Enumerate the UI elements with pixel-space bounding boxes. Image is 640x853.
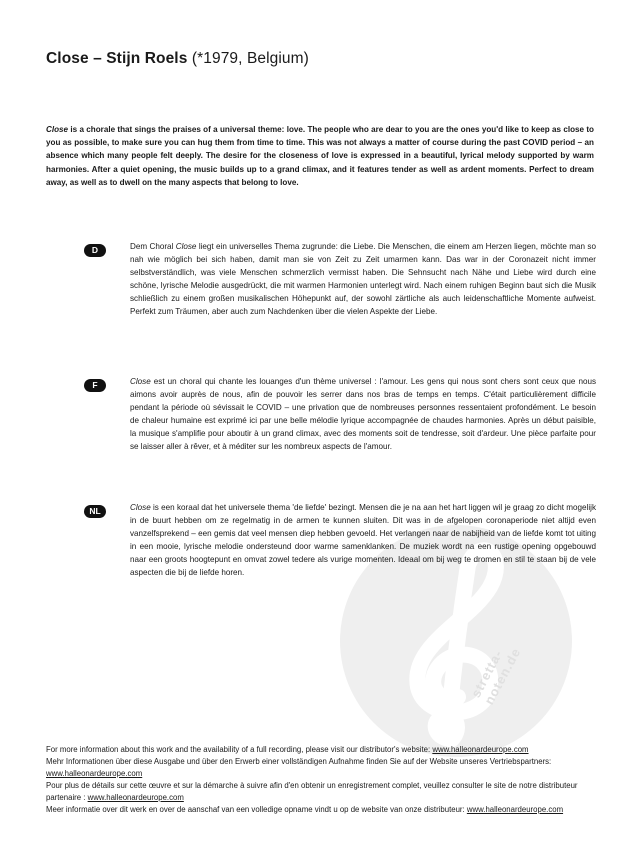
section-body: liegt ein universelles Thema zugrunde: die Liebe. Die Menschen, die einem am Herzen liegen, möchte man so nah wie möglich bei sich haben, damit man sie von Zeit zu Zeit umarmen kann. Das war in der Coronazeit nicht immer selbstverständlich, was viele Menschen schmerzlich vermisst haben. Die Sehnsucht nach Nähe und Liebe wird durch eine schöne, lyrische Melodie ausgedrückt, die mit warmen Harmonien unterlegt wird. Nach einem ruhigen Beginn baut sich die Musik schließlich zu einem großen musikalischen Höhepunkt auf, der sowohl zärtliche als auch leidenschaftliche Momente aufweist. Perfekt zum Träumen, aber auch zum Nachdenken über die vielen Aspekte der Liebe.: [130, 242, 596, 317]
distributor-link[interactable]: www.halleonardeurope.com: [466, 804, 564, 814]
footer-text: For more information about this work and the availability of a full recording, please visit our distributor's website:: [46, 745, 433, 754]
footer-info: [46, 744, 598, 815]
distributor-link[interactable]: www.halleonardeurope.com: [87, 792, 184, 802]
section-text: [130, 240, 596, 319]
section-text: [130, 501, 596, 580]
intro-text: is a chorale that sings the praises of a universal theme: love. The people who are dear to you are the ones you'd like to keep as close to you as possible, to make sure you can hug them from time to time. This was not always a matter of course during the past COVID period – an absence which many people felt deeply. The desire for the closeness of love is expressed in a beautiful, lyrical melody supported by warm harmonies. After a quiet opening, the music builds up to a grand climax, and it features tender as well as ardent moments. Perfect to dream away, as well as to dwell on the many aspects that belong to love.: [46, 125, 594, 187]
title-sub: (*1979, Belgium): [191, 50, 309, 67]
intro-paragraph: [46, 123, 594, 189]
distributor-link[interactable]: www.halleonardeurope.com: [46, 768, 143, 778]
language-badge: F: [84, 379, 106, 392]
section-text: [130, 375, 596, 454]
footer-text: Mehr Informationen über diese Ausgabe und über den Erwerb einer vollständigen Aufnahme finden Sie auf der Website unseres Vertriebspartners:: [46, 756, 552, 766]
footer-line-nl: [46, 804, 598, 816]
footer-line-de: [46, 756, 598, 780]
footer-text: Pour plus de détails sur cette œuvre et sur la démarche à suivre afin d'en obtenir un enregistrement complet, veuillez consulter le site de notre distributeur partenaire :: [46, 780, 578, 802]
section-body: est un choral qui chante les louanges d'un thème universel : l'amour. Les gens qui nous sont chers sont ceux que nous aimons avoir auprès de nous, afin de pouvoir les serrer dans nos bras de temps en temps. C'était particulièrement difficile pendant la période où sévissait le COVID – une privation que de nombreuses personnes ressentaient profondément. Le besoin de chaleur humaine est exprimé ici par une belle mélodie lyrique accompagnée de chaudes harmonies. Après un début paisible, la musique s'amplifie pour aboutir à un grand climax, avec des moments soit de tendresse, soit d'ardeur. Une pièce parfaite pour se laisser aller à rêver, et à méditer sur les nombreux aspects de l'amour.: [130, 377, 596, 452]
section-work-title: Close: [130, 503, 151, 512]
title-main: Close – Stijn Roels: [46, 50, 188, 67]
section-lead: Dem Choral: [130, 242, 176, 251]
language-badge: D: [84, 244, 106, 257]
intro-work-title: Close: [46, 125, 69, 134]
section-work-title: Close: [130, 377, 151, 386]
page-title: [46, 50, 309, 68]
language-badge: NL: [84, 505, 106, 518]
distributor-link[interactable]: www.halleonardeurope.com: [432, 745, 529, 754]
section-body: is een koraal dat het universele thema 'de liefde' bezingt. Mensen die je na aan het hart liggen wil je graag zo dicht mogelijk in de buurt hebben om ze regelmatig in de armen te kunnen sluiten. Dit was in de afgelopen coronaperiode niet altijd even vanzelfsprekend – een gemis dat veel mensen diep hebben gevoeld. Het verlangen naar de nabijheid van de liefde komt tot uiting in een mooie, lyrische melodie ondersteund door warme samenklanken. De muziek wordt na een rustige opening opgebouwd naar een groots hoogtepunt en omvat zowel tedere als vurige momenten. Ideaal om bij weg te dromen en stil te staan bij de vele aspecten die bij de liefde horen.: [130, 503, 596, 578]
footer-text: Meer informatie over dit werk en over de aanschaf van een volledige opname vindt u op de website van onze distributeur:: [46, 804, 467, 814]
footer-line-fr: [46, 780, 598, 804]
footer-line-en: [46, 744, 598, 756]
watermark-text: stretta-noten.de: [468, 645, 524, 708]
section-work-title: Close: [175, 242, 197, 251]
